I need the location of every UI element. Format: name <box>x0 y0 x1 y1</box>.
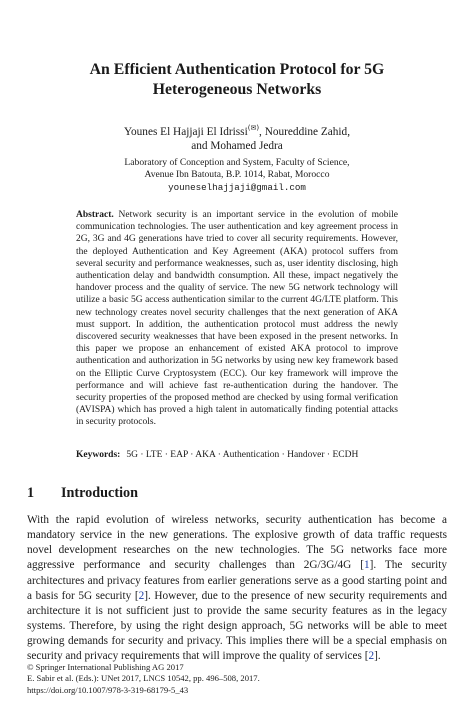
section-number: 1 <box>27 485 35 501</box>
affiliation-line2: Avenue Ibn Batouta, B.P. 1014, Rabat, Morocco <box>144 169 330 181</box>
abstract-label: Abstract. <box>76 210 114 220</box>
copyright-line: © Springer International Publishing AG 2017 <box>27 662 184 672</box>
intro-text-1: With the rapid evolution of wireless networks, security authentication has become a mandatory service in the new generations. The explosive growth of data traffic requests novel development researches on the new technologies. The 5G networks face more aggressive performance and security challenges than 2G/3G/4G [ <box>27 514 447 572</box>
citation-line: E. Sabir et al. (Eds.): UNet 2017, LNCS 10542, pp. 496–508, 2017. <box>27 673 260 684</box>
citation-link-3[interactable]: 2 <box>368 650 375 663</box>
author-name-2: , Noureddine Zahid, <box>259 125 351 138</box>
author-email[interactable]: youneselhajjaji@gmail.com <box>168 181 306 193</box>
abstract <box>76 209 398 429</box>
citation-link-2[interactable]: 2 <box>138 589 145 602</box>
keywords-label: Keywords: <box>76 450 121 460</box>
intro-paragraph <box>27 513 447 665</box>
section-heading <box>27 484 447 502</box>
author-name-1: Younes El Hajjaji El Idrissi <box>123 125 248 138</box>
intro-text-2: ]. The security architectures and privacy features from earlier generations serve as a good starting point and a basis for 5G security [ <box>27 559 447 602</box>
paper-title <box>60 60 414 100</box>
keywords <box>76 449 406 461</box>
page-footer <box>27 662 447 696</box>
author-name-3: and Mohamed Jedra <box>191 140 283 153</box>
intro-text-4: ]. <box>374 650 381 663</box>
citation-link-1[interactable]: 1 <box>363 559 370 572</box>
corresponding-author-mark: (✉) <box>247 124 260 132</box>
keywords-text: 5G · LTE · EAP · AKA · Authentication · Handover · ECDH <box>126 450 359 460</box>
abstract-text: Network security is an important service in the evolution of mobile communication technologies. The user authentication and key agreement process in 2G, 3G and 4G generations have tried to cover all security requirements. However, the deployed Authentication and Key Agreement (AKA) protocol suffers from several security and performance weaknesses, such as, user identity disclosing, high authentication delay and bandwidth consumption. All these, impact negatively the handover process and the quality of service. The new 5G network technology will utilize a basic 5G access authentication similar to the current 4G/LTE platform. This new technology creates novel security challenges that the next generation of AKA must support. In addition, the authentication protocol must address the newly discovered security weaknesses that have been exposed in the present networks. In this paper we propose an enhancement of existed AKA protocol to improve authentication and authorization in 5G networks by using new key framework based on the Elliptic Curve Cryptosystem (ECC). Our key framework will improve the performance and will achieve fast re-authentication during the handover. The security properties of the proposed method are checked by using formal verification (AVISPA) which has proved a high talent in automatically finding potential attacks in security protocols. <box>76 210 399 428</box>
intro-text-3: ]. However, due to the presence of new security requirements and architecture it is not sufficient just to provide the same security features as in the legacy systems. Therefore, by using the right design approach, 5G networks will be able to meet growing demands for security and privacy. This implies there will be a special emphasis on security and privacy requirements that will improve the quality of services [ <box>27 589 447 663</box>
section-title: Introduction <box>61 485 138 501</box>
affiliation-line1: Laboratory of Conception and System, Faculty of Science, <box>124 157 350 168</box>
paper-title-line2: Heterogeneous Networks <box>152 81 322 98</box>
author-list <box>60 121 414 154</box>
paper-title-line1: An Efficient Authentication Protocol for 5G <box>89 61 385 78</box>
doi-link[interactable]: https://doi.org/10.1007/978-3-319-68179-5_43 <box>27 684 189 695</box>
affiliation <box>60 157 414 194</box>
